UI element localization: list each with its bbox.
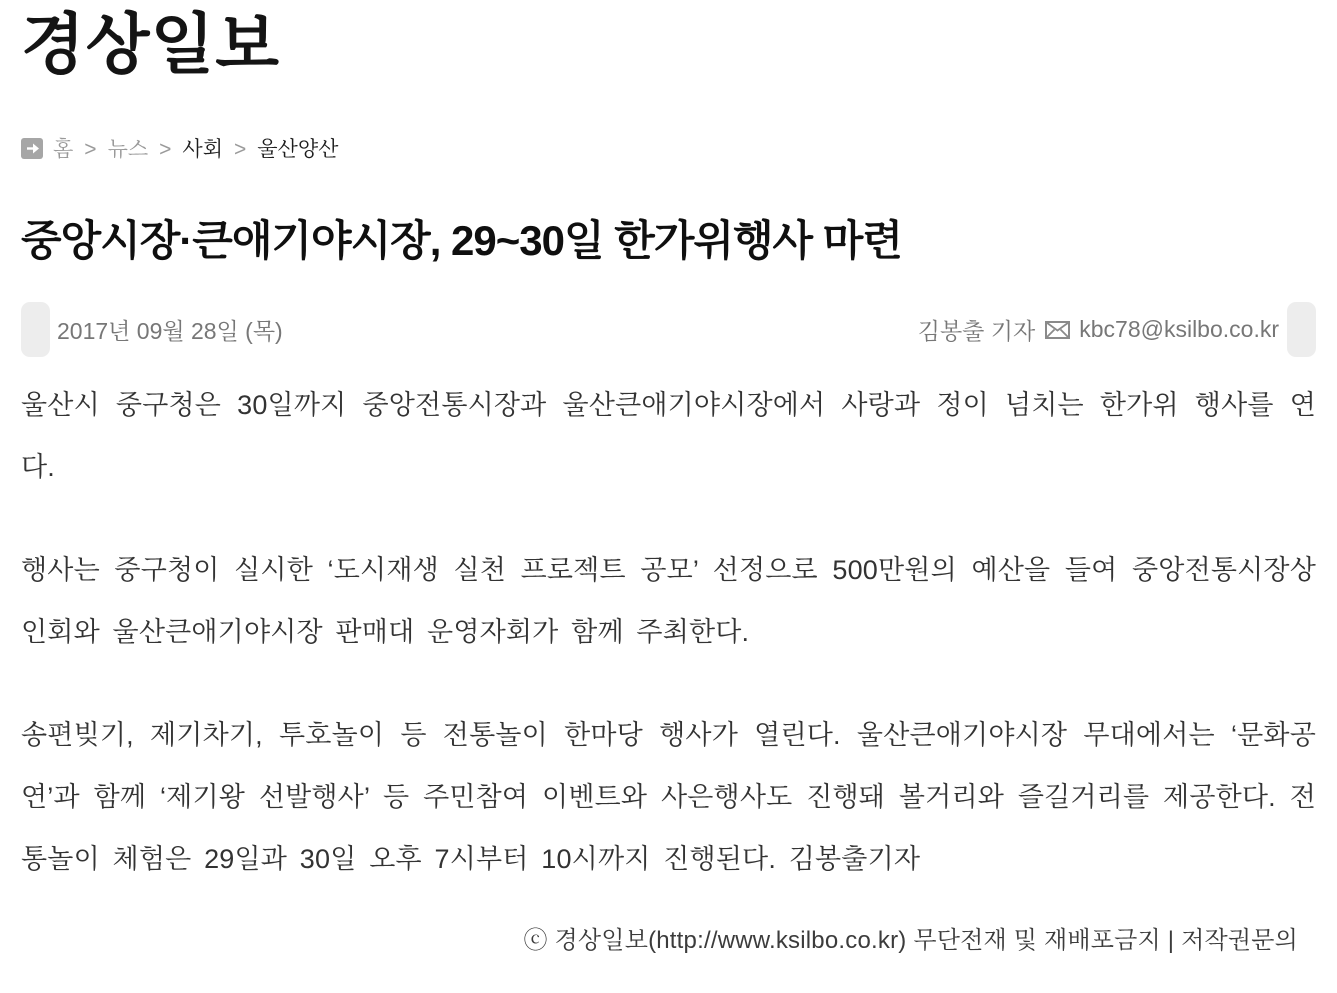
article-paragraph: 송편빚기, 제기차기, 투호놀이 등 전통놀이 한마당 행사가 열린다. 울산큰애기야시장 무대에서는 ‘문화공연’과 함께 ‘제기왕 선발행사’ 등 주민참여 이벤트와 사은행사도 진행돼 볼거리와 즐길거리를 제공한다. 전통놀이 체험은 29일과 30일 오후 7시부터 10시까지 진행된다. 김봉출기자 — [21, 720, 1316, 874]
envelope-icon[interactable] — [1045, 321, 1070, 339]
breadcrumb-item-2[interactable]: 뉴스 — [107, 138, 149, 161]
breadcrumb-item-3[interactable]: 사회 — [182, 138, 223, 161]
newspaper-logo[interactable]: 경상일보 — [21, 7, 281, 81]
breadcrumb-separator: > — [159, 138, 172, 161]
article-body — [21, 374, 1316, 890]
arrow-right-icon — [21, 138, 43, 159]
copyright-footer: ⓒ 경상일보(http://www.ksilbo.co.kr) 무단전재 및 재배포금지 | 저작권문의 — [523, 927, 1298, 954]
meta-left-cap — [21, 302, 50, 357]
breadcrumb-item-1[interactable]: 홈 — [53, 138, 74, 161]
article-meta-row — [21, 301, 1316, 358]
breadcrumb-item-4[interactable]: 울산양산 — [257, 138, 339, 161]
breadcrumb-separator: > — [233, 138, 247, 161]
breadcrumb — [21, 134, 1316, 162]
breadcrumb-items — [53, 133, 338, 163]
reporter-name: 김봉출 기자 — [917, 318, 1036, 344]
breadcrumb-separator: > — [84, 138, 97, 161]
article-paragraph: 울산시 중구청은 30일까지 중앙전통시장과 울산큰애기야시장에서 사랑과 정이 넘치는 한가위 행사를 연다. — [21, 390, 1316, 482]
meta-right-cap — [1287, 302, 1316, 357]
reporter-email-link[interactable]: kbc78@ksilbo.co.kr — [1079, 316, 1279, 342]
article-paragraph: 행사는 중구청이 실시한 ‘도시재생 실천 프로젝트 공모’ 선정으로 500만원의 예산을 들여 중앙전통시장상인회와 울산큰애기야시장 판매대 운영자회가 함께 주최한다. — [21, 555, 1316, 647]
article-title: 중앙시장·큰애기야시장, 29~30일 한가위행사 마련 — [21, 217, 902, 264]
article-date: 2017년 09월 28일 (목) — [57, 318, 283, 344]
masthead — [21, 0, 1316, 92]
